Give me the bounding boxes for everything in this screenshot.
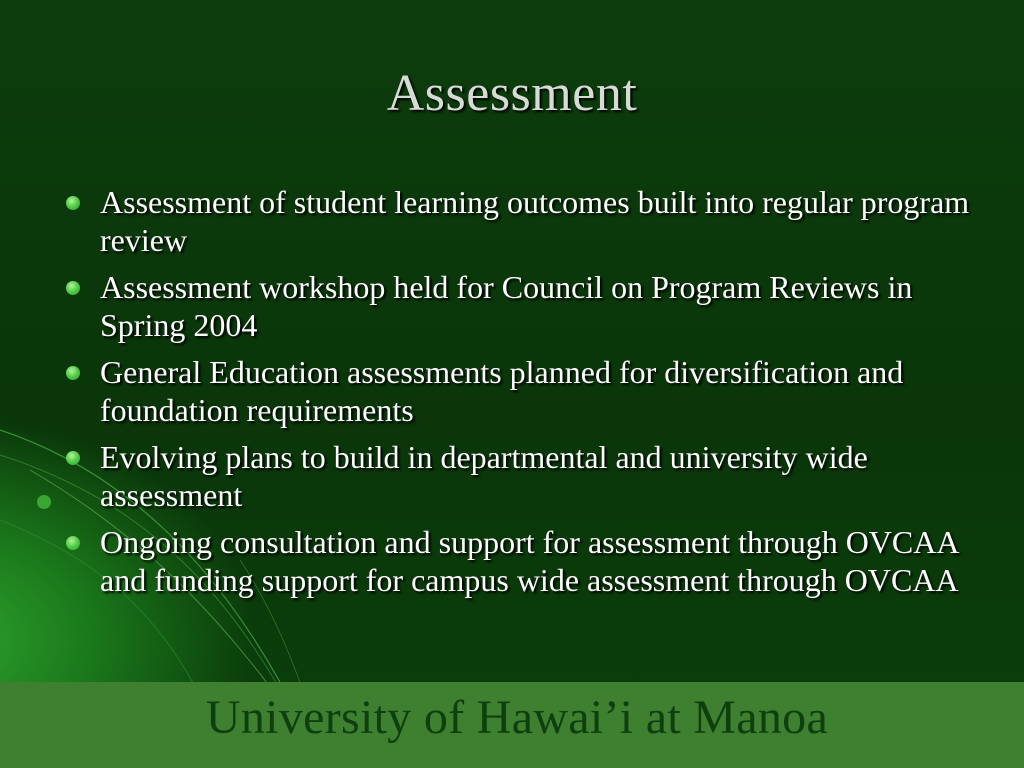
bullet-dot-icon xyxy=(66,196,80,210)
bullet-list xyxy=(62,183,982,608)
bullet-text: Assessment workshop held for Council on Program Reviews in Spring 2004 xyxy=(100,269,913,343)
bullet-item xyxy=(62,268,982,344)
footer-bar xyxy=(0,682,1024,768)
bullet-dot-icon xyxy=(66,451,80,465)
bullet-text: Ongoing consultation and support for assessment through OVCAA and funding support for campus wide assessment through OVCAA xyxy=(100,524,959,598)
bullet-item xyxy=(62,523,982,599)
bullet-item xyxy=(62,183,982,259)
bullet-dot-icon xyxy=(66,536,80,550)
bullet-dot-icon xyxy=(66,281,80,295)
footer-text: University of Hawai’i at Manoa xyxy=(205,691,829,744)
bullet-dot-icon xyxy=(66,366,80,380)
bullet-item xyxy=(62,353,982,429)
slide-title: Assessment xyxy=(386,65,638,122)
bullet-text: Assessment of student learning outcomes built into regular program review xyxy=(100,184,970,258)
bullet-item xyxy=(62,438,982,514)
bullet-text: Evolving plans to build in departmental and university wide assessment xyxy=(100,439,868,513)
bullet-text: General Education assessments planned for diversification and foundation requirements xyxy=(100,354,904,428)
